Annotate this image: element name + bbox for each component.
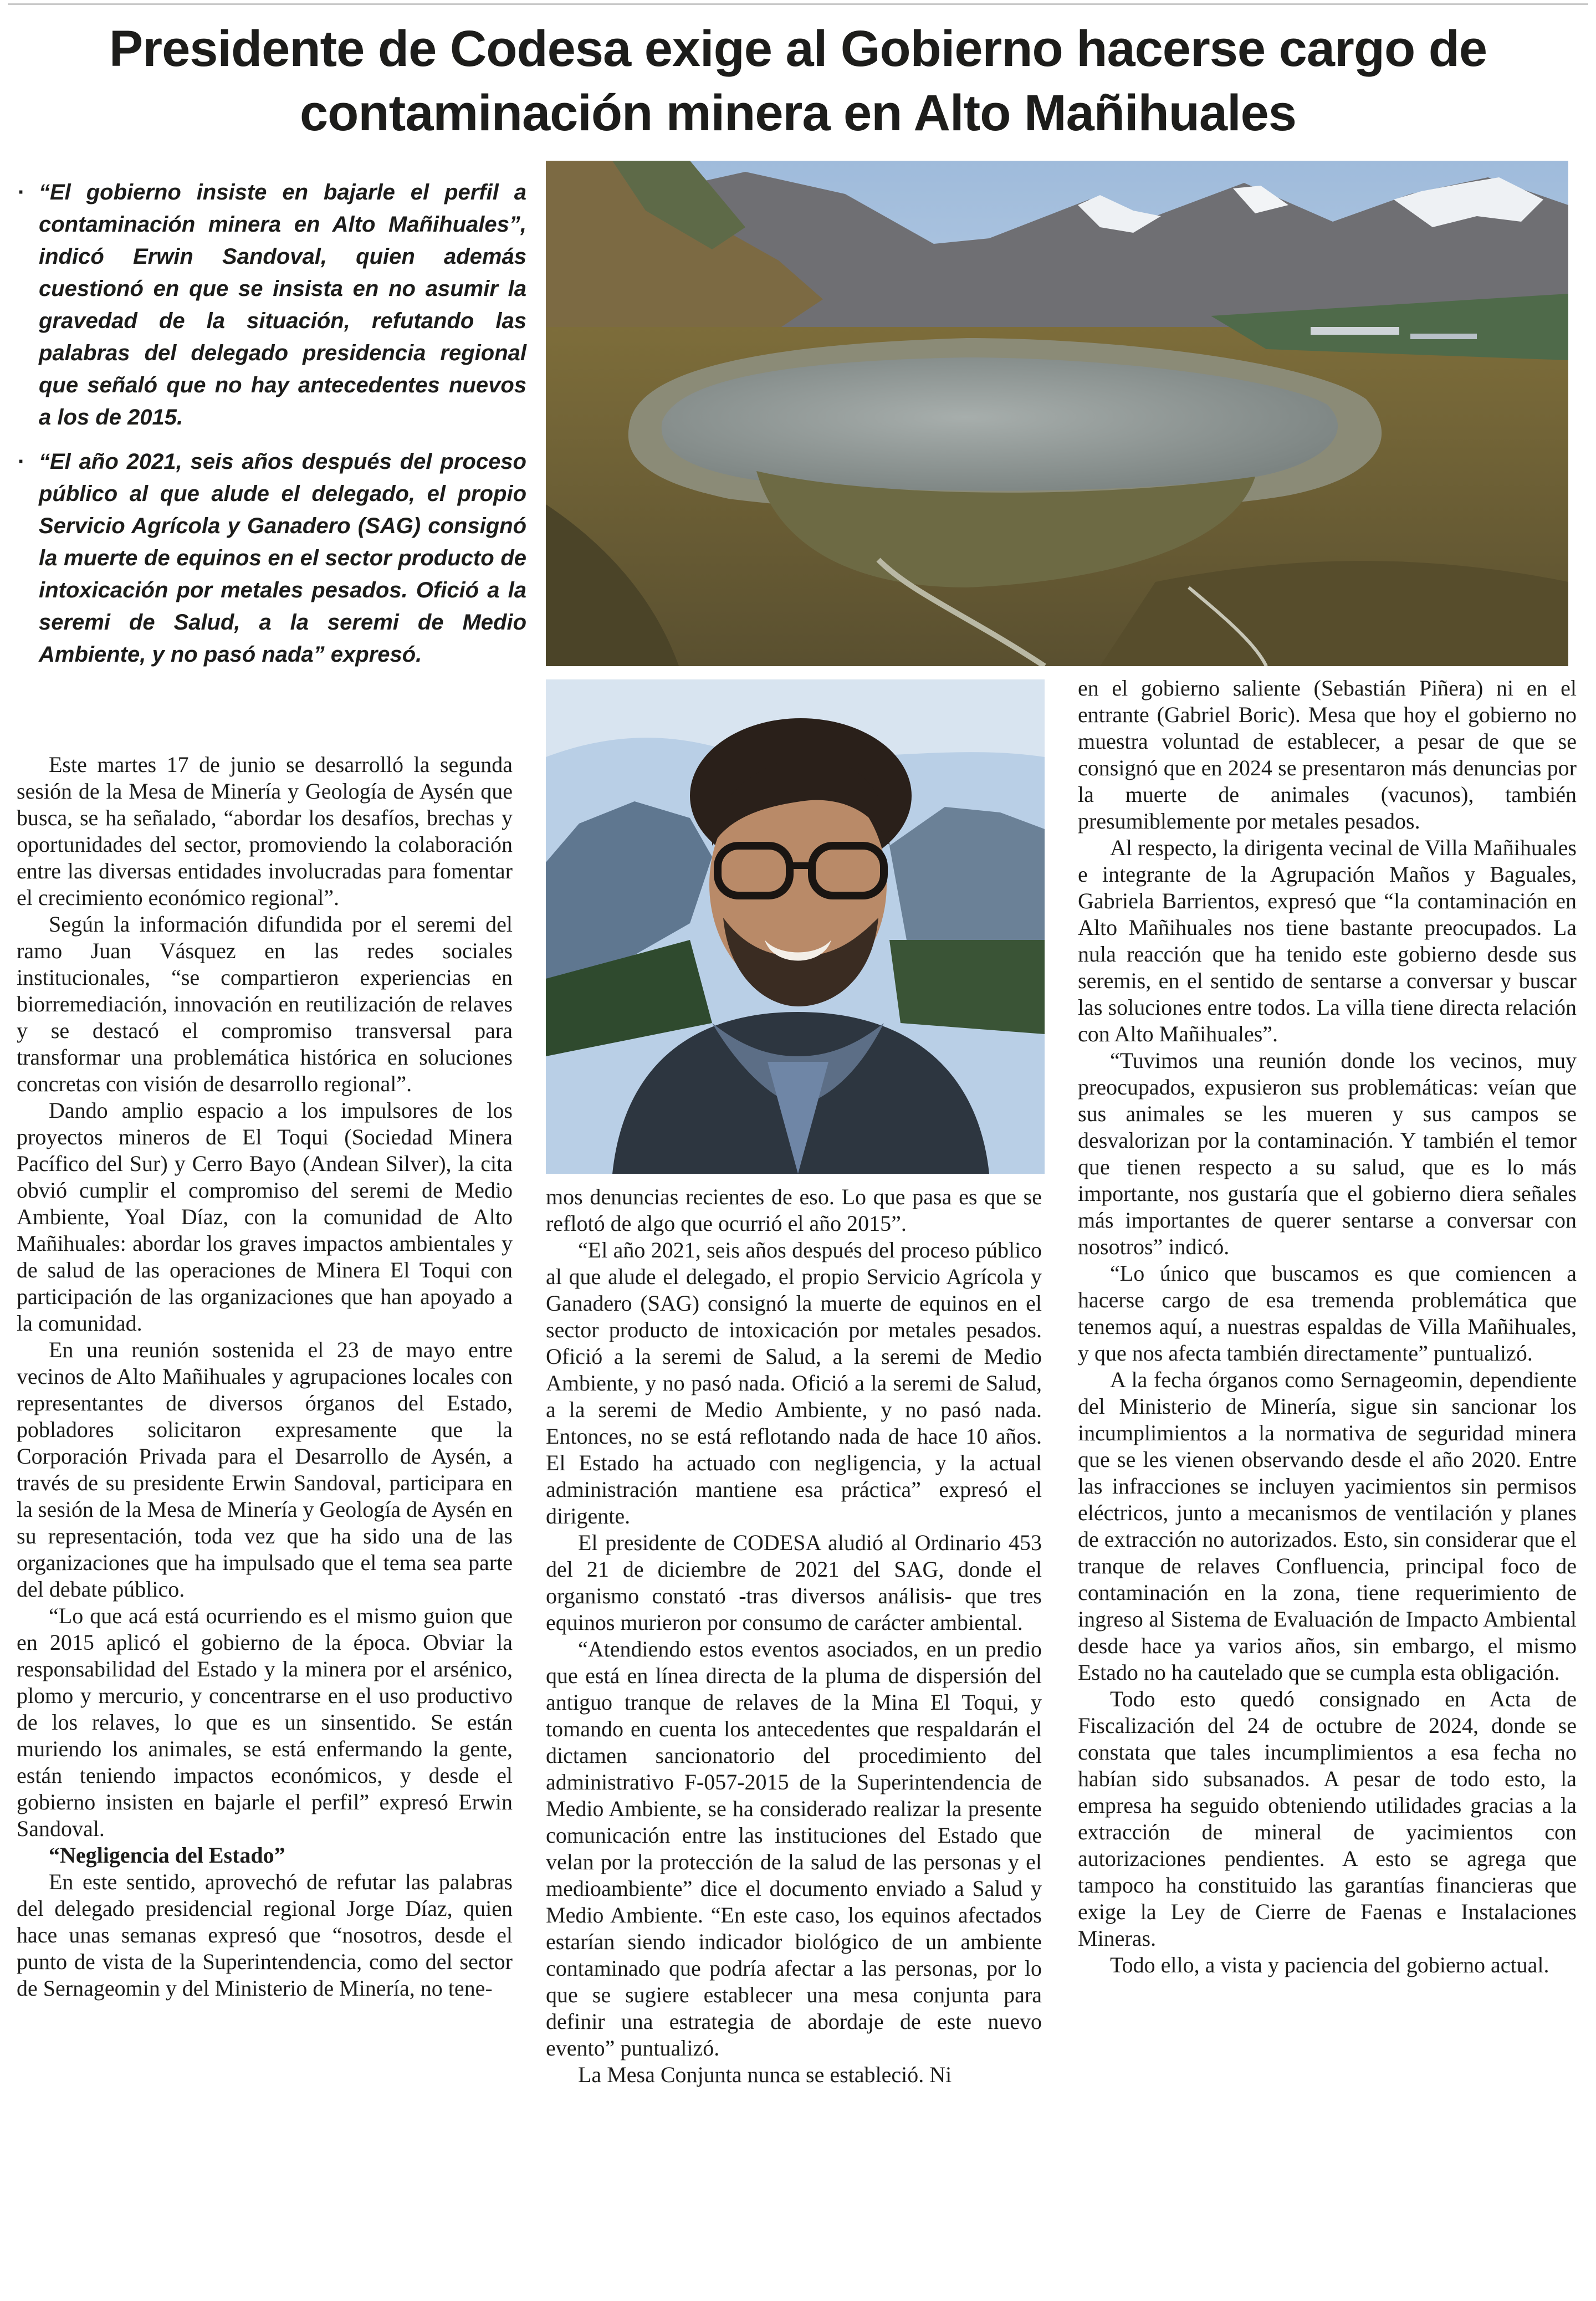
summary-bullet [17,176,526,433]
summary-bullet-text: “El gobierno insiste en bajarle el perfil a contaminación minera en Alto Mañihuales”, indicó Erwin Sandoval, quien además cuestionó en que se insista en no asumir la gravedad de la situación, refutando las palabras del delegado presidencia regional que señaló que no hay antecedentes nuevos a los de 2015. [39,180,526,429]
body-paragraph: A la fecha órganos como Sernageomin, dependiente del Ministerio de Minería, sigue sin sancionar los incumplimientos a la normativa de seguridad minera que se les vienen observando desde el año 2020. Entre las infracciones se incluyen yacimientos sin permisos eléctricos, junto a mecanismos de ventilación y planes de extracción no autorizados. Esto, sin considerar que el tranque de relaves Confluencia, principal foco de contaminación en la zona, tiene requerimiento de ingreso al Sistema de Evaluación de Impacto Ambiental desde hace ya varios años, sin embargo, el mismo Estado no ha cautelado que se cumpla esta obligación. [1078,1367,1577,1685]
portrait-image [546,679,1045,1174]
body-paragraph: El presidente de CODESA aludió al Ordinario 453 del 21 de diciembre de 2021 del SAG, donde el organismo constató -tras diversos análisis- que tres equinos murieron por consumo de carácter ambiental. [546,1530,1042,1635]
erwin-sandoval-portrait-photo [546,679,1045,1174]
summary-bullet [17,446,526,671]
body-paragraph-continued: mos denuncias recientes de eso. Lo que pasa es que se reflotó de algo que ocurrió el año 2015”. [546,1184,1042,1236]
body-paragraph: “El año 2021, seis años después del proceso público al que alude el delegado, el propio Servicio Agrícola y Ganadero (SAG) consignó la muerte de equinos en el sector producto de intoxicación por metales pesados. Ofició a la seremi de Salud, a la seremi de Medio Ambiente, y no pasó nada. Ofició a la seremi de Salud, a la seremi de Medio Ambiente, y no pasó nada. Entonces, no se está reflotando nada de hace 10 años. El Estado ha actuado con negligencia, y la actual administración mantiene esa práctica” expresó el dirigente. [546,1238,1042,1528]
section-subheading: “Negligencia del Estado” [49,1843,285,1868]
body-paragraph: “Lo que acá está ocurriendo es el mismo guion que en 2015 aplicó el gobierno de la época. Obviar la responsabilidad del Estado y la minera por el arsénico, plomo y mercurio, y concentrarse en el uso productivo de los relaves, lo que es un sinsentido. Se están muriendo los animales, se está enfermando la gente, están teniendo impactos económicos, y desde el gobierno insisten en bajarle el perfil” expresó Erwin Sandoval. [17,1603,513,1841]
body-paragraph: Todo esto quedó consignado en Acta de Fiscalización del 24 de octubre de 2024, donde se constata que tales incumplimientos a esa fecha no habían sido subsanados. A pesar de todo esto, la empresa ha seguido obteniendo utilidades gracias a la extracción de mineral de yacimientos con autorizaciones pendientes. A esto se agrega que tampoco ha constituido las garantías financieras que exige la Ley de Cierre de Faenas e Instalaciones Mineras. [1078,1686,1577,1951]
top-rule [8,3,1588,5]
body-paragraph: “Atendiendo estos eventos asociados, en un predio que está en línea directa de la pluma de dispersión del antiguo tranque de relaves de la Mina El Toqui, y tomando en cuenta los antecedentes que respaldarán el dictamen sancionatorio del procedimiento del administrativo F-057-2015 de la Superintendencia de Medio Ambiente, se ha considerado realizar la presente comunicación entre las instituciones del Estado que velan por la protección de la salud de las personas y el medioambiente” dice el documento enviado a Salud y Medio Ambiente. “En este caso, los equinos afectados estarían siendo indicador biológico de un ambiente contaminado que podría afectar a las personas, por lo que se sugiere establecer una mesa conjunta para definir una estrategia de abordaje de este nuevo evento” puntualizó. [546,1637,1042,2060]
headline-line-2: contaminación minera en Alto Mañihuales [300,85,1296,141]
body-paragraph: Dando amplio espacio a los impulsores de los proyectos mineros de El Toqui (Sociedad Minera Pacífico del Sur) y Cerro Bayo (Andean Silver), la cita obvió cumplir el compromiso del seremi de Medio Ambiente, Yoal Díaz, con la comunidad de Alto Mañihuales: abordar los graves impactos ambientales y de salud de las operaciones de Minera El Toqui con participación de las organizaciones que han apoyado a la comunidad. [17,1098,513,1336]
summary-bullets [17,176,526,683]
article-column-3 [1078,675,1577,1978]
article-column-1 [17,751,513,2002]
body-paragraph: Este martes 17 de junio se desarrolló la segunda sesión de la Mesa de Minería y Geología de Aysén que busca, se ha señalado, “abordar los desafíos, brechas y oportunidades del sector, promoviendo la colaboración entre las diversas entidades involucradas para fomentar el crecimiento económico regional”. [17,752,513,910]
body-paragraph: “Lo único que buscamos es que comiencen a hacerse cargo de esa tremenda problemática que tenemos aquí, a nuestras espaldas de Villa Mañihuales, y que nos afecta también directamente” puntualizó. [1078,1261,1577,1366]
body-paragraph: Todo ello, a vista y paciencia del gobierno actual. [1110,1952,1549,1977]
tailings-dam-aerial-photo [546,161,1568,666]
bullet-marker: · [18,449,25,474]
bullet-marker: · [18,180,25,204]
body-paragraph: En este sentido, aprovechó de refutar las palabras del delegado presidencial regional Jorge Díaz, quien hace unas semanas expresó que “nosotros, desde el punto de vista de la Superintendencia, como del sector de Sernageomin y del Ministerio de Minería, no tene- [17,1869,513,2001]
body-paragraph: “Tuvimos una reunión donde los vecinos, muy preocupados, expusieron sus problemáticas: veían que sus animales se les mueren y sus campos se desvalorizan por la contaminación. Y también el temor que tienen respecto a su salud, que es lo más importante, nos gustaría que el gobierno diera señales más importantes de querer sentarse a conversar con nosotros” indicó. [1078,1048,1577,1259]
summary-bullet-text: “El año 2021, seis años después del proceso público al que alude el delegado, el propio Servicio Agrícola y Ganadero (SAG) consignó la muerte de equinos en el sector producto de intoxicación por metales pesados. Ofició a la seremi de Salud, a la seremi de Medio Ambiente, y no pasó nada” expresó. [39,449,526,667]
body-paragraph-continued: en el gobierno saliente (Sebastián Piñera) ni en el entrante (Gabriel Boric). Mesa que hoy el gobierno no muestra voluntad de establecer, a pesar de que se consignó que en 2024 se presentaron más denuncias por la muerte de animales (vacunos), también presumiblemente por metales pesados. [1078,676,1577,834]
headline [17,17,1579,145]
article-column-2 [546,1184,1042,2088]
headline-line-1: Presidente de Codesa exige al Gobierno hacerse cargo de [109,21,1487,77]
aerial-landscape-image [546,161,1568,666]
body-paragraph: La Mesa Conjunta nunca se estableció. Ni [578,2062,952,2087]
body-paragraph: En una reunión sostenida el 23 de mayo entre vecinos de Alto Mañihuales y agrupaciones locales con representantes de diversos órganos del Estado, pobladores solicitaron expresamente que la Corporación Privada para el Desarrollo de Aysén, a través de su presidente Erwin Sandoval, participara en la sesión de la Mesa de Minería y Geología de Aysén en su representación, toda vez que ha sido una de las organizaciones que ha impulsado que el tema sea parte del debate público. [17,1337,513,1602]
body-paragraph: Al respecto, la dirigenta vecinal de Villa Mañihuales e integrante de la Agrupación Maños y Baguales, Gabriela Barrientos, expresó que “la contaminación en Alto Mañihuales nos tiene bastante preocupados. La nula reacción que ha tenido este gobierno desde sus seremis, en el sentido de sentarse a conversar y buscar las soluciones entre todos. La villa tiene directa relación con Alto Mañihuales”. [1078,835,1577,1046]
body-paragraph: Según la información difundida por el seremi del ramo Juan Vásquez en las redes sociales institucionales, “se compartieron experiencias en biorremediación, innovación en reutilización de relaves y se destacó el compromiso transversal para transformar una problemática histórica en soluciones concretas con visión de desarrollo regional”. [17,912,513,1096]
